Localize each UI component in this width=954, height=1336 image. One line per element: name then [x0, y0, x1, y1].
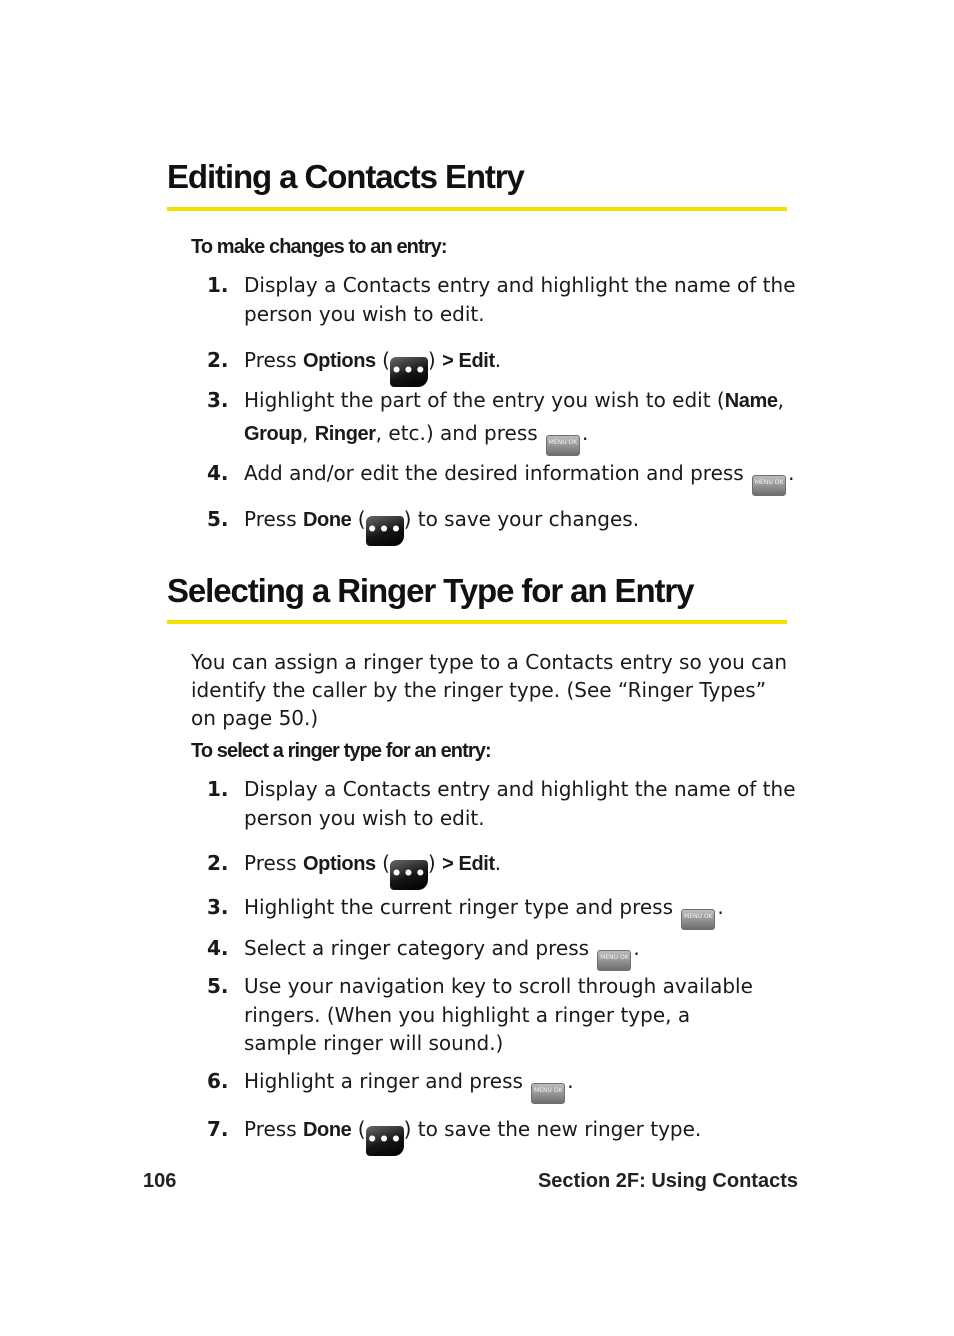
heading-rule: [167, 620, 787, 624]
heading-rule: [167, 207, 787, 211]
step-text: Highlight the part of the entry you wish to edit (Name, Group, Ringer, etc.) and press MENU OK .: [244, 384, 804, 456]
step-text: Highlight the current ringer type and press MENU OK .: [244, 893, 804, 930]
menu-ok-key-icon: MENU OK: [531, 1083, 565, 1104]
edit-label: > Edit: [442, 853, 495, 875]
done-label: Done: [303, 1119, 352, 1141]
step-text: Display a Contacts entry and highlight the name of the person you wish to edit.: [244, 273, 796, 326]
procedure-subhead: To make changes to an entry:: [191, 236, 447, 258]
menu-ok-key-icon: MENU OK: [546, 435, 580, 456]
section-heading-editing: Editing a Contacts Entry: [167, 158, 524, 195]
step-number: 3.: [207, 388, 229, 412]
options-label: Options: [303, 350, 376, 372]
menu-ok-key-icon: MENU OK: [752, 475, 786, 496]
options-soft-key-icon: •••: [390, 860, 428, 890]
intro-paragraph: You can assign a ringer type to a Contacts entry so you can identify the caller by the ringer type. (See “Ringer Types” on page 50.): [191, 650, 788, 730]
step-number: 1.: [207, 777, 229, 801]
step-number: 3.: [207, 895, 229, 919]
page-number: 106: [143, 1170, 177, 1192]
step-text: Select a ringer category and press MENU OK .: [244, 934, 804, 971]
done-soft-key-icon: •••: [366, 1126, 404, 1156]
section-footer: Section 2F: Using Contacts: [537, 1170, 798, 1192]
options-label: Options: [303, 853, 376, 875]
step-text: Press Done (•••) to save the new ringer type.: [244, 1115, 804, 1156]
step-text: Display a Contacts entry and highlight the name of the person you wish to edit.: [244, 777, 796, 830]
step-text: Press Done (•••) to save your changes.: [244, 505, 804, 546]
menu-ok-key-icon: MENU OK: [681, 909, 715, 930]
step-text: Press Options (•••) > Edit.: [244, 849, 804, 890]
done-label: Done: [303, 509, 352, 531]
step-number: 2.: [207, 348, 229, 372]
edit-label: > Edit: [442, 350, 495, 372]
step-number: 4.: [207, 936, 229, 960]
options-soft-key-icon: •••: [390, 357, 428, 387]
section-heading-ringer: Selecting a Ringer Type for an Entry: [167, 572, 694, 609]
step-text: Press Options (•••) > Edit.: [244, 346, 804, 387]
step-number: 6.: [207, 1069, 229, 1093]
step-number: 5.: [207, 974, 229, 998]
step-text: Add and/or edit the desired information and press MENU OK .: [244, 459, 804, 496]
step-text: Use your navigation key to scroll through available ringers. (When you highlight a ringer type, a sample ringer will sound.): [244, 974, 753, 1055]
procedure-subhead: To select a ringer type for an entry:: [191, 740, 491, 762]
step-number: 4.: [207, 461, 229, 485]
step-text: Highlight a ringer and press MENU OK .: [244, 1067, 804, 1104]
step-number: 1.: [207, 273, 229, 297]
step-number: 2.: [207, 851, 229, 875]
step-number: 5.: [207, 507, 229, 531]
menu-ok-key-icon: MENU OK: [597, 950, 631, 971]
step-number: 7.: [207, 1117, 229, 1141]
done-soft-key-icon: •••: [366, 516, 404, 546]
